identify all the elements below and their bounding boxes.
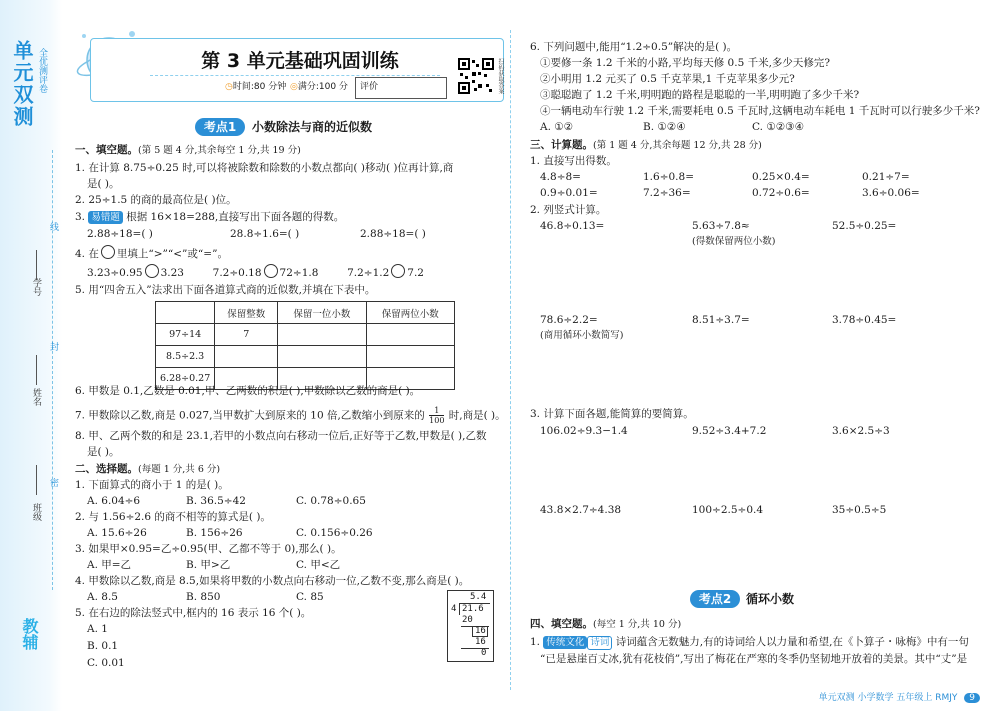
table-header [156,302,215,324]
ld-quotient: 5.4 [470,592,487,602]
choice-option[interactable]: A. 15.6÷26 [87,527,147,539]
section2-heading: 二、选择题。(每题 1 分,共 6 分) [75,463,221,475]
kp1-pill: 考点1 [195,118,245,136]
choice-option[interactable]: C. ①②③④ [752,121,804,133]
fill-q2: 2. 25÷1.5 的商的最高位是( )位。 [75,194,237,206]
bottom-logo: 教辅 [20,618,39,650]
choice-q1: 1. 下面算式的商小于 1 的是( )。 [75,479,229,491]
calc-q3: 3. 计算下面各题,能简算的要简算。 [530,408,694,420]
calc-item: 7.2÷36= [643,187,691,199]
table-cell[interactable] [215,346,278,368]
section4-heading: 四、填空题。(每空 1 分,共 10 分) [530,618,682,630]
header-divider [150,75,440,76]
calc-item: 0.9÷0.01= [540,187,598,199]
cut-mark: 线 [48,222,58,231]
page-number: 9 [964,693,980,703]
choice-option[interactable]: A. 1 [87,623,108,635]
ld-line: 16 [475,626,486,636]
simplify-item: 106.02÷9.3−1.4 [540,425,628,437]
calc-note: (得数保留两位小数) [692,236,776,247]
fill-q3-item: 2.88÷18=( ) [360,228,426,240]
long-division [447,590,494,662]
calc-item: 1.6÷0.8= [643,171,694,183]
name-label: 姓名 [31,388,41,406]
table-header: 保留整数 [215,302,278,324]
simplify-item: 43.8×2.7÷4.38 [540,504,622,516]
ld-line: 20 [462,615,473,625]
compare-blank[interactable] [145,264,159,278]
choice-option[interactable]: A. ①② [540,121,574,133]
table-cell: 6.28÷0.27 [156,368,215,390]
class-label: 班级 [31,503,41,521]
table-cell[interactable] [278,346,366,368]
ld-dividend: 21.6 [462,604,484,614]
q6-item: ①要修一条 1.2 千米的小路,平均每天修 0.5 千米,多少天修完? [540,57,831,69]
time-info: ◷时间:80 分钟 [225,82,287,92]
circle-blank[interactable] [101,245,115,259]
vertical-calc-item: 5.63÷7.8≈ [692,220,750,232]
simplify-item: 100÷2.5÷0.4 [692,504,764,516]
eval-label: 评价 [360,82,379,92]
fill-q1-cont: 是( )。 [87,178,120,190]
cut-line [52,150,53,590]
table-cell[interactable] [366,346,454,368]
vertical-calc-item: 46.8÷0.13= [540,220,605,232]
choice-option[interactable]: C. 0.78÷0.65 [296,495,366,507]
qr-caption: 扫码获取答案 [497,58,504,94]
qr-code [458,58,494,94]
kp2-title: 循环小数 [746,592,795,606]
choice-option[interactable]: B. ①②④ [643,121,686,133]
fraction-numerator: 1 [429,406,444,416]
calc-item: 3.6÷0.06= [862,187,920,199]
simplify-item: 3.6×2.5÷3 [832,425,890,437]
fill-q8: 8. 甲、乙两个数的和是 23.1,若甲的小数点向右移动一位后,正好等于乙数,甲数是( ),乙数 [75,430,487,442]
table-header: 保留两位小数 [366,302,454,324]
fill-q8-cont: 是( )。 [87,446,120,458]
vertical-calc-item: 8.51÷3.7= [692,314,750,326]
q6-item: ②小明用 1.2 元买了 0.5 千克苹果,1 千克苹果多少元? [540,73,795,85]
choice-option[interactable]: B. 0.1 [87,640,119,652]
brand-logo: 单元双测 [10,40,34,128]
page-title: 第 3 单元基础巩固训练 [201,50,399,72]
ld-line: 0 [481,648,487,658]
calc-item: 0.21÷7= [862,171,910,183]
culture-tag: 传统文化 [543,636,587,649]
fill-q3: 3. 易错题 根据 16×18=288,直接写出下面各题的得数。 [75,211,345,223]
fill-q6: 6. 甲数是 0.1,乙数是 0.01,甲、乙两数的积是( ),甲数除以乙数的商是( )。 [75,385,421,397]
cut-mark: 密 [48,478,58,487]
choice-option[interactable]: A. 6.04÷6 [87,495,141,507]
section1-heading: 一、填空题。(第 5 题 4 分,其余每空 1 分,共 19 分) [75,144,301,156]
footer-text: 单元双测 小学数学 五年级上 RMJY 9 [819,690,980,703]
choice-option[interactable]: B. 156÷26 [186,527,243,539]
kp2-pill: 考点2 [690,590,740,608]
cut-mark: 封 [48,342,58,351]
calc-q2: 2. 列竖式计算。 [530,204,607,216]
fill-line-class [36,465,37,495]
page-divider [510,30,511,690]
compare-blank[interactable] [264,264,278,278]
score-info: ◎满分:100 分 [290,82,348,92]
choice-option[interactable]: C. 0.01 [87,657,125,669]
fraction-denominator: 100 [429,416,445,425]
calc-note: (商用循环小数简写) [540,330,624,341]
fill-q3-item: 2.88÷18=( ) [87,228,153,240]
vertical-calc-item: 3.78÷0.45= [832,314,897,326]
ld-line: 16 [475,637,486,647]
choice-option[interactable]: C. 0.156÷0.26 [296,527,373,539]
choice-q6: 6. 下列问题中,能用“1.2÷0.5”解决的是( )。 [530,41,738,53]
vertical-calc-item: 78.6÷2.2= [540,314,598,326]
student-id-label: 学号 [31,278,41,296]
compare-blank[interactable] [391,264,405,278]
brand-subtitle: 全优测评卷 [37,48,47,93]
choice-q2: 2. 与 1.56÷2.6 的商不相等的算式是( )。 [75,511,271,523]
vertical-calc-item: 52.5÷0.25= [832,220,897,232]
choice-option[interactable]: B. 850 [186,591,221,603]
calc-q1: 1. 直接写出得数。 [530,155,617,167]
calc-item: 4.8÷8= [540,171,581,183]
choice-option[interactable]: A. 8.5 [87,591,118,603]
choice-option[interactable]: A. 甲=乙 [87,559,132,571]
calc-item: 0.72÷0.6= [752,187,810,199]
choice-q5: 5. 在右边的除法竖式中,框内的 16 表示 16 个( )。 [75,607,312,619]
table-cell[interactable] [278,324,366,346]
q6-item: ③聪聪跑了 1.2 千米,明明跑的路程是聪聪的一半,明明跑了多少千米? [540,89,860,101]
fill-q7: 7. 甲数除以乙数,商是 0.027,当甲数扩大到原来的 10 倍,乙数缩小到原来的 $\frac{1}{100}$ 时,商是( )。 [75,406,506,425]
table-header: 保留一位小数 [278,302,366,324]
kp1-title: 小数除法与商的近似数 [252,120,373,134]
fill-culture-q1-cont: “已是悬崖百丈冰,犹有花枝俏”,写出了梅花在严寒的冬季仍坚韧地开放着的美景。其中“丈”是 [540,653,968,665]
table-cell: 8.5÷2.3 [156,346,215,368]
q6-item: ④一辆电动车行驶 1.2 千米,需要耗电 0.5 千瓦时,这辆电动车耗电 1 千瓦时可以行驶多少千米? [540,105,980,117]
choice-option[interactable]: B. 36.5÷42 [186,495,246,507]
simplify-item: 9.52÷3.4+7.2 [692,425,767,437]
table-cell[interactable]: 7 [215,324,278,346]
fill-q4-items: 3.23÷0.95 3.23 7.2÷0.18 72÷1.8 7.2÷1.2 7.2 [87,264,424,280]
section3-heading: 三、计算题。(第 1 题 4 分,其余每题 12 分,共 28 分) [530,139,762,151]
fill-culture-q1: 1. 传统文化 诗词 诗词蕴含无数魅力,有的诗词给人以力量和希望,在《卜算子・咏梅》中有一句 [530,636,969,648]
fill-q1: 1. 在计算 8.75÷0.25 时,可以将被除数和除数的小数点都向( )移动( )位再计算,商 [75,162,454,174]
poem-tag: 诗词 [587,636,612,650]
fill-q5: 5. 用“四舍五入”法求出下面各道算式商的近似数,并填在下表中。 [75,284,376,296]
table-cell[interactable] [366,324,454,346]
ld-divisor: 4 [451,604,457,614]
choice-option[interactable]: C. 甲<乙 [296,559,341,571]
choice-option[interactable]: C. 85 [296,591,324,603]
table-cell: 97÷14 [156,324,215,346]
calc-item: 0.25×0.4= [752,171,810,183]
fill-q4: 4. 在 里填上“>”“<”或“=”。 [75,245,228,261]
fill-line-name [36,355,37,385]
choice-q3: 3. 如果甲×0.95=乙÷0.95(甲、乙都不等于 0),那么( )。 [75,543,342,555]
choice-option[interactable]: B. 甲>乙 [186,559,231,571]
simplify-item: 35÷0.5÷5 [832,504,887,516]
fill-q3-item: 28.8÷1.6=( ) [230,228,300,240]
choice-q4: 4. 甲数除以乙数,商是 8.5,如果将甲数的小数点向右移动一位,乙数不变,那么商是( )。 [75,575,470,587]
fill-line-id [36,250,37,280]
error-prone-tag: 易错题 [88,211,123,224]
approx-table [155,301,455,390]
